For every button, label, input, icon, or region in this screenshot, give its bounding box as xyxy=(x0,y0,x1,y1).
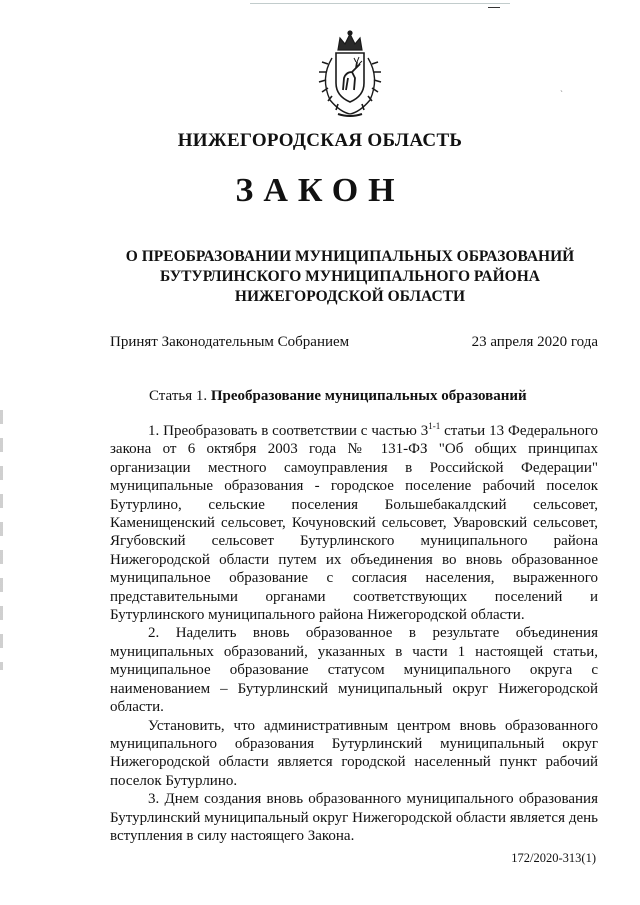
paragraph-1-start: 1. Преобразовать в соответствии с частью 3 xyxy=(148,423,429,439)
article-number: Статья 1. xyxy=(149,388,208,404)
law-title-line: О ПРЕОБРАЗОВАНИИ МУНИЦИПАЛЬНЫХ ОБРАЗОВАНИЙ xyxy=(125,248,575,265)
paragraph-1 xyxy=(110,422,598,624)
document-type-heading: ЗАКОН xyxy=(235,172,405,209)
adoption-row xyxy=(110,334,598,351)
coat-of-arms-icon xyxy=(310,28,390,120)
paragraph-1-superscript: 1-1 xyxy=(428,421,441,431)
adopted-by-text: Принят Законодательным Собранием xyxy=(110,334,350,350)
scan-artifact-line xyxy=(250,3,510,4)
scan-speck: ˎ xyxy=(560,82,563,92)
law-title-line: БУТУРЛИНСКОГО МУНИЦИПАЛЬНОГО РАЙОНА xyxy=(160,268,540,285)
document-code: 172/2020-313(1) xyxy=(511,851,596,865)
law-title-line: НИЖЕГОРОДСКОЙ ОБЛАСТИ xyxy=(234,288,466,305)
paragraph-2-admin-center: Установить, что административным центром вновь образованного муниципального образования Бутурлинский муниципальный округ Нижегородской области является городской населенный пункт рабочий поселок Бутурлино. xyxy=(110,717,598,789)
law-title xyxy=(100,247,600,307)
scan-artifact-mark xyxy=(488,7,500,8)
paragraph-2: 2. Наделить вновь образованное в результате объединения муниципальных образований, указанных в части 1 настоящей статьи, муниципальное образование статусом муниципального округа с наименованием – Бутурлинский муниципальный округ Нижегородской области. xyxy=(110,625,598,716)
paragraph-1-rest: статьи 13 Федерального закона от 6 октября 2003 года № 131-ФЗ "Об общих принципах организации местного самоуправления в Российской Федерации" муниципальные образования - городское поселение рабочий поселок Бутурлино, сельские поселения Большебакалдский сельсовет, Каменищенский сельсовет, Кочуновский сельсовет, Уваровский сельсовет, Ягубовский сельсовет Бутурлинского муниципального района Нижегородской области путем их объединения во вновь образованное муниципальное образование с согласия населения, выраженного представительными органами соответствующих поселений и Бутурлинского муниципального района Нижегородской области. xyxy=(110,423,598,624)
article-title: Преобразование муниципальных образований xyxy=(210,388,527,404)
margin-scan-marks xyxy=(0,410,3,670)
paragraph-3: 3. Днем создания вновь образованного муниципального образования Бутурлинский муниципальный округ Нижегородской области является день вступления в силу настоящего Закона. xyxy=(110,791,598,844)
region-heading: НИЖЕГОРОДСКАЯ ОБЛАСТЬ xyxy=(177,130,463,151)
adoption-date: 23 апреля 2020 года xyxy=(471,334,598,350)
article-heading xyxy=(149,388,527,405)
article-body xyxy=(110,422,598,845)
